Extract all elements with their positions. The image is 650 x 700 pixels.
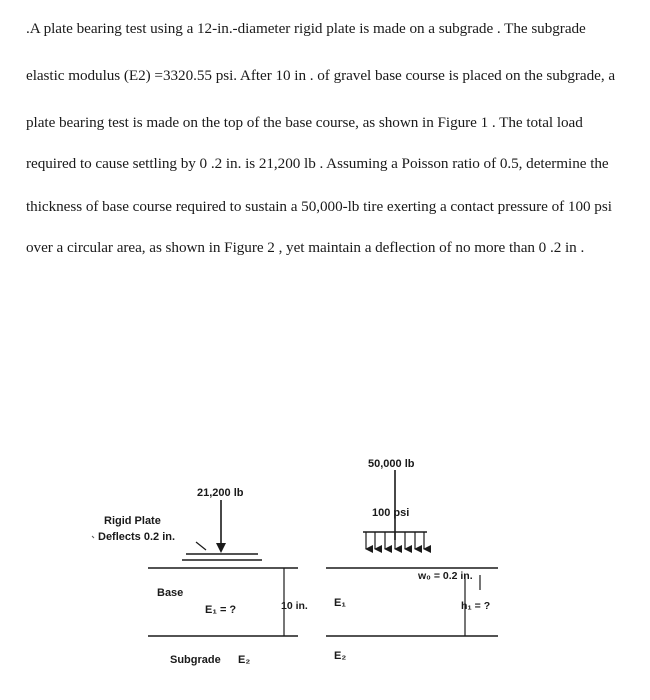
fig2-deflection-label: w₀ = 0.2 in. [418, 570, 473, 582]
problem-line-2: elastic modulus (E2) =3320.55 psi. After 10 in . of gravel base course is placed on the subgrade, a [26, 67, 616, 84]
fig1-e2-label: E₂ [238, 654, 251, 666]
fig2-load-label: 50,000 lb [368, 458, 415, 470]
fig1-base-label: Base [157, 587, 184, 599]
problem-line-1: .A plate bearing test using a 12-in.-diameter rigid plate is made on a subgrade . The subgrade [26, 20, 586, 37]
fig1-thickness-label: 10 in. [281, 600, 308, 612]
figure-1 [92, 487, 308, 666]
fig2-e1-label: E₁ [334, 597, 346, 609]
fig2-pressure-label: 100 psi [372, 507, 410, 519]
fig1-plate-label-2: Deflects 0.2 in. [98, 531, 176, 543]
fig1-subgrade-label: Subgrade [170, 654, 221, 666]
fig1-plate-label-1: Rigid Plate [104, 515, 161, 527]
problem-line-5: thickness of base course required to sustain a 50,000-lb tire exerting a contact pressure of 100 psi [26, 198, 612, 215]
fig2-e2-label: E₂ [334, 650, 347, 662]
figure-2 [326, 458, 498, 662]
problem-line-6: over a circular area, as shown in Figure 2 , yet maintain a deflection of no more than 0 .2 in . [26, 239, 585, 256]
fig1-load-arrowhead [216, 543, 226, 553]
fig2-pressure-arrows [366, 532, 424, 549]
problem-line-3: plate bearing test is made on the top of the base course, as shown in Figure 1 . The total load [26, 114, 583, 131]
fig1-mark [92, 536, 94, 538]
fig1-plate-pointer [196, 542, 206, 550]
fig2-thickness-label: h₁ = ? [461, 600, 491, 612]
fig1-load-label: 21,200 lb [197, 487, 244, 499]
problem-line-4: required to cause settling by 0 .2 in. is 21,200 lb . Assuming a Poisson ratio of 0.5, determine the [26, 155, 609, 172]
fig1-e1-label: E₁ = ? [205, 604, 237, 616]
